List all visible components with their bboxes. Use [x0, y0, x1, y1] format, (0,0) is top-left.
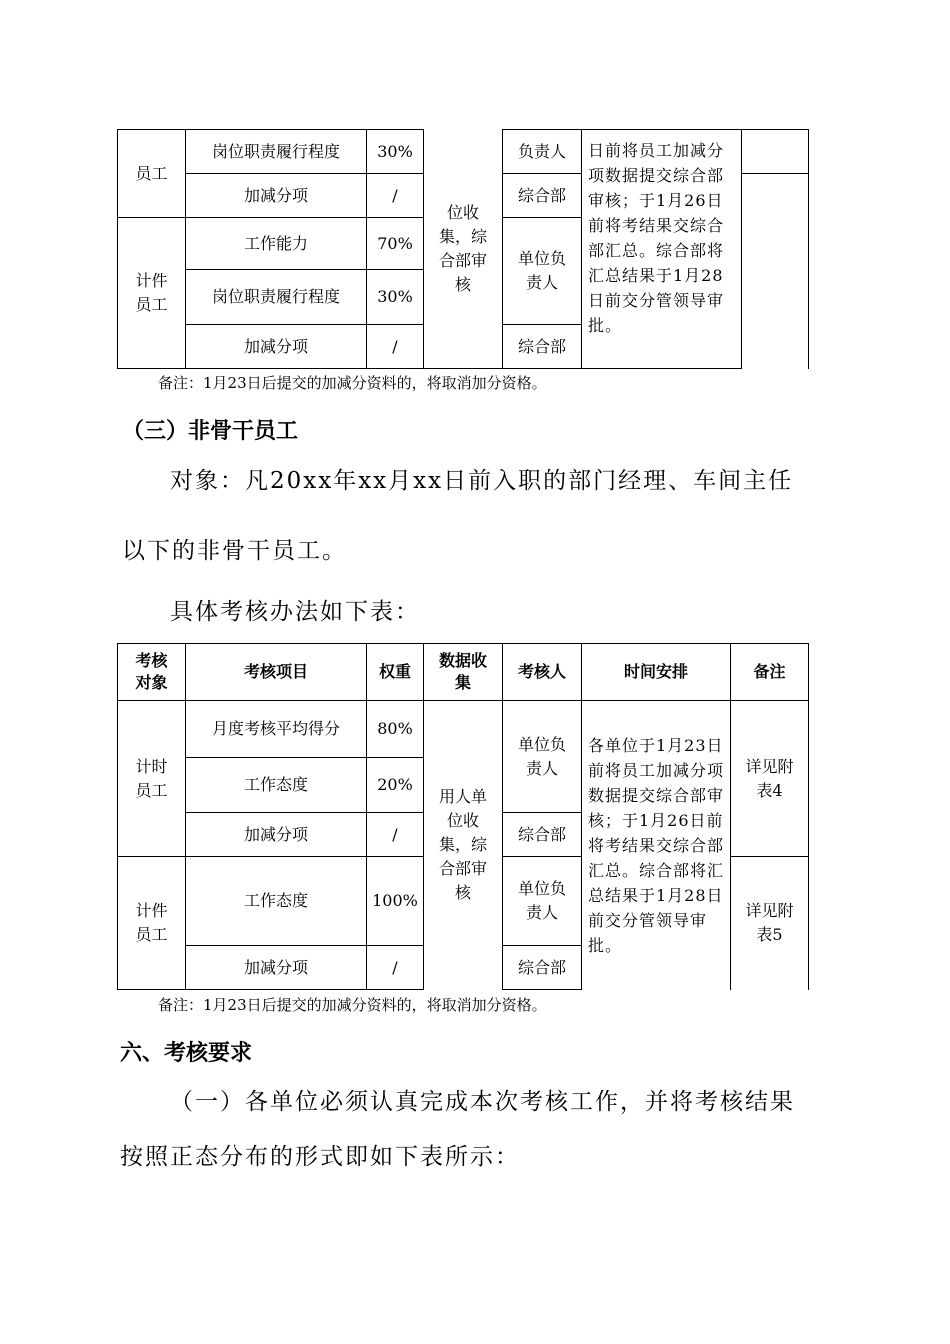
item-cell: 加减分项 [186, 946, 367, 990]
header-assessor: 考核人 [503, 644, 582, 701]
assessor-cell: 单位负责人 [503, 857, 582, 946]
assessor-cell: 综合部 [503, 813, 582, 857]
weight-cell: 30% [367, 130, 424, 174]
section-heading: 六、考核要求 [120, 1041, 253, 1066]
header-item: 考核项目 [186, 644, 367, 701]
collect-cell: 位收集，综合部审核 [424, 130, 503, 369]
group-timed: 计时员工 [118, 701, 186, 857]
paragraph-line: 按照正态分布的形式即如下表所示： [120, 1144, 520, 1170]
item-cell: 工作态度 [186, 857, 367, 946]
assessor-cell: 单位负责人 [503, 218, 582, 325]
assessor-cell: 综合部 [503, 174, 582, 218]
weight-cell: 80% [367, 701, 424, 758]
header-weight: 权重 [367, 644, 424, 701]
weight-cell: / [367, 946, 424, 990]
remark-cell: 详见附表5 [731, 857, 809, 990]
item-cell: 工作能力 [186, 218, 367, 270]
weight-cell: / [367, 325, 424, 369]
assessor-cell: 单位负责人 [503, 701, 582, 813]
table-note: 备注：1月23日后提交的加减分资料的，将取消加分资格。 [158, 374, 547, 392]
header-remark: 备注 [731, 644, 809, 701]
weight-cell: 30% [367, 270, 424, 325]
assessor-cell: 负责人 [503, 130, 582, 174]
collect-cell: 用人单位收集，综合部审核 [424, 701, 503, 990]
item-cell: 加减分项 [186, 174, 367, 218]
item-cell: 加减分项 [186, 813, 367, 857]
assessor-cell: 综合部 [503, 946, 582, 990]
group-piece: 计件员工 [118, 857, 186, 990]
remark-cell [742, 130, 809, 174]
remark-cell [742, 174, 809, 369]
assessor-cell: 综合部 [503, 325, 582, 369]
header-time: 时间安排 [582, 644, 731, 701]
weight-cell: 100% [367, 857, 424, 946]
header-collect: 数据收集 [424, 644, 503, 701]
item-cell: 加减分项 [186, 325, 367, 369]
weight-cell: / [367, 174, 424, 218]
weight-cell: 70% [367, 218, 424, 270]
section-heading: （三）非骨干员工 [122, 419, 299, 444]
paragraph-line: 以下的非骨干员工。 [122, 538, 347, 564]
table-note: 备注：1月23日后提交的加减分资料的，将取消加分资格。 [158, 996, 547, 1014]
non-core-assessment-table [117, 643, 809, 990]
group-piece: 计件员工 [118, 218, 186, 369]
group-timed-tail: 员工 [118, 130, 186, 218]
assessment-table-continued [117, 129, 809, 369]
item-cell: 工作态度 [186, 758, 367, 813]
item-cell: 月度考核平均得分 [186, 701, 367, 758]
item-cell: 岗位职责履行程度 [186, 130, 367, 174]
time-cell: 日前将员工加减分项数据提交综合部审核；于1月26日前将考结果交综合部汇总。综合部将汇总结果于1月28日前交分管领导审批。 [582, 130, 742, 369]
item-cell: 岗位职责履行程度 [186, 270, 367, 325]
header-object: 考核对象 [118, 644, 186, 701]
paragraph-line: （一）各单位必须认真完成本次考核工作，并将考核结果 [170, 1089, 795, 1115]
paragraph-line: 具体考核办法如下表： [170, 599, 420, 625]
paragraph-line: 对象：凡20xx年xx月xx日前入职的部门经理、车间主任 [170, 468, 794, 494]
weight-cell: 20% [367, 758, 424, 813]
remark-cell: 详见附表4 [731, 701, 809, 857]
weight-cell: / [367, 813, 424, 857]
time-cell: 各单位于1月23日前将员工加减分项数据提交综合部审核；于1月26日前将考结果交综合部汇总。综合部将汇总结果于1月28日前交分管领导审批。 [582, 701, 731, 990]
